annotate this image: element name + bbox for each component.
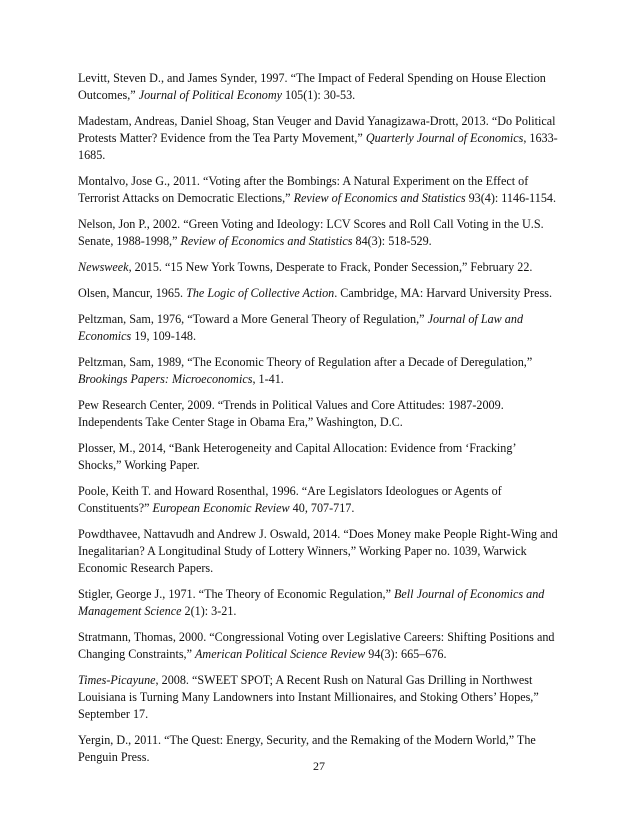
reference-entry	[78, 285, 562, 302]
page-number: 27	[313, 759, 325, 773]
reference-entry	[78, 173, 562, 207]
reference-text-segment: Pew Research Center, 2009. “Trends in Political Values and Core Attitudes: 1987-2009. Independents Take Center Stage in Obama Era,” Washington, D.C.	[78, 398, 504, 429]
reference-text-segment: 105(1): 30-53.	[282, 88, 356, 102]
reference-text-segment: Olsen, Mancur, 1965.	[78, 286, 187, 300]
reference-text-segment: , 1633-1685.	[78, 131, 558, 162]
reference-entry	[78, 70, 562, 104]
reference-entry	[78, 216, 562, 250]
reference-entry	[78, 259, 562, 276]
reference-text-segment: Peltzman, Sam, 1989, “The Economic Theory of Regulation after a Decade of Deregulation,”	[78, 355, 533, 369]
reference-entry	[78, 526, 562, 577]
reference-text-segment: Poole, Keith T. and Howard Rosenthal, 1996. “Are Legislators Ideologues or Agents of Constituents?”	[78, 484, 502, 515]
reference-text-segment: Plosser, M., 2014, “Bank Heterogeneity and Capital Allocation: Evidence from ‘Fracking’ Shocks,” Working Paper.	[78, 441, 516, 472]
reference-text-segment: Stigler, George J., 1971. “The Theory of Economic Regulation,”	[78, 587, 394, 601]
reference-text-segment: 84(3): 518-529.	[352, 234, 432, 248]
reference-italic-segment: Times-Picayune	[78, 673, 156, 687]
reference-entry	[78, 440, 562, 474]
reference-entry	[78, 354, 562, 388]
reference-entry	[78, 629, 562, 663]
reference-italic-segment: Brookings Papers: Microeconomics	[78, 372, 253, 386]
reference-list	[78, 70, 562, 775]
reference-italic-segment: The Logic of Collective Action	[186, 286, 335, 300]
reference-text-segment: . Cambridge, MA: Harvard University Press.	[334, 286, 553, 300]
reference-text-segment: 2(1): 3-21.	[181, 604, 237, 618]
reference-text-segment: Levitt, Steven D., and James Synder, 1997. “The Impact of Federal Spending on House Election Outcomes,”	[78, 71, 546, 102]
reference-italic-segment: American Political Science Review	[195, 647, 366, 661]
reference-text-segment: Montalvo, Jose G., 2011. “Voting after the Bombings: A Natural Experiment on the Effect of Terrorist Attacks on Democratic Elections,”	[78, 174, 529, 205]
reference-text-segment: Nelson, Jon P., 2002. “Green Voting and Ideology: LCV Scores and Roll Call Voting in the U.S. Senate, 1988-1998,”	[78, 217, 544, 248]
reference-text-segment: 93(4): 1146-1154.	[465, 191, 557, 205]
reference-italic-segment: European Economic Review	[152, 501, 290, 515]
reference-text-segment: , 2008. “SWEET SPOT; A Recent Rush on Natural Gas Drilling in Northwest Louisiana is Turning Many Landowners into Instant Millionaires, and Stoking Others’ Hopes,” September 17.	[78, 673, 539, 721]
reference-text-segment: 19, 109-148.	[131, 329, 197, 343]
reference-text-segment: Yergin, D., 2011. “The Quest: Energy, Security, and the Remaking of the Modern World,” The Penguin Press.	[78, 733, 536, 764]
reference-entry	[78, 586, 562, 620]
reference-text-segment: Peltzman, Sam, 1976, “Toward a More General Theory of Regulation,”	[78, 312, 428, 326]
reference-entry	[78, 483, 562, 517]
reference-italic-segment: Review of Economics and Statistics	[293, 191, 466, 205]
reference-entry	[78, 113, 562, 164]
reference-italic-segment: Quarterly Journal of Economics	[365, 131, 524, 145]
reference-italic-segment: Bell Journal of Economics and Management Science	[78, 587, 545, 618]
reference-text-segment: , 1-41.	[252, 372, 284, 386]
reference-text-segment: , 2015. “15 New York Towns, Desperate to Frack, Ponder Secession,” February 22.	[128, 260, 533, 274]
reference-text-segment: 40, 707-717.	[289, 501, 355, 515]
reference-text-segment: 94(3): 665–676.	[365, 647, 447, 661]
reference-italic-segment: Journal of Law and Economics	[78, 312, 524, 343]
reference-text-segment: Stratmann, Thomas, 2000. “Congressional Voting over Legislative Careers: Shifting Positions and Changing Constraints,”	[78, 630, 555, 661]
reference-italic-segment: Journal of Political Economy	[138, 88, 282, 102]
reference-italic-segment: Review of Economics and Statistics	[180, 234, 353, 248]
reference-text-segment: Madestam, Andreas, Daniel Shoag, Stan Veuger and David Yanagizawa-Drott, 2013. “Do Political Protests Matter? Evidence from the Tea Party Movement,”	[78, 114, 556, 145]
reference-entry	[78, 672, 562, 723]
reference-text-segment: Powdthavee, Nattavudh and Andrew J. Oswald, 2014. “Does Money make People Right-Wing and Inegalitarian? A Longitudinal Study of Lottery Winners,” Working Paper no. 1039, Warwick Economic Research Papers.	[78, 527, 558, 575]
reference-italic-segment: Newsweek	[78, 260, 129, 274]
reference-entry	[78, 397, 562, 431]
reference-entry	[78, 311, 562, 345]
